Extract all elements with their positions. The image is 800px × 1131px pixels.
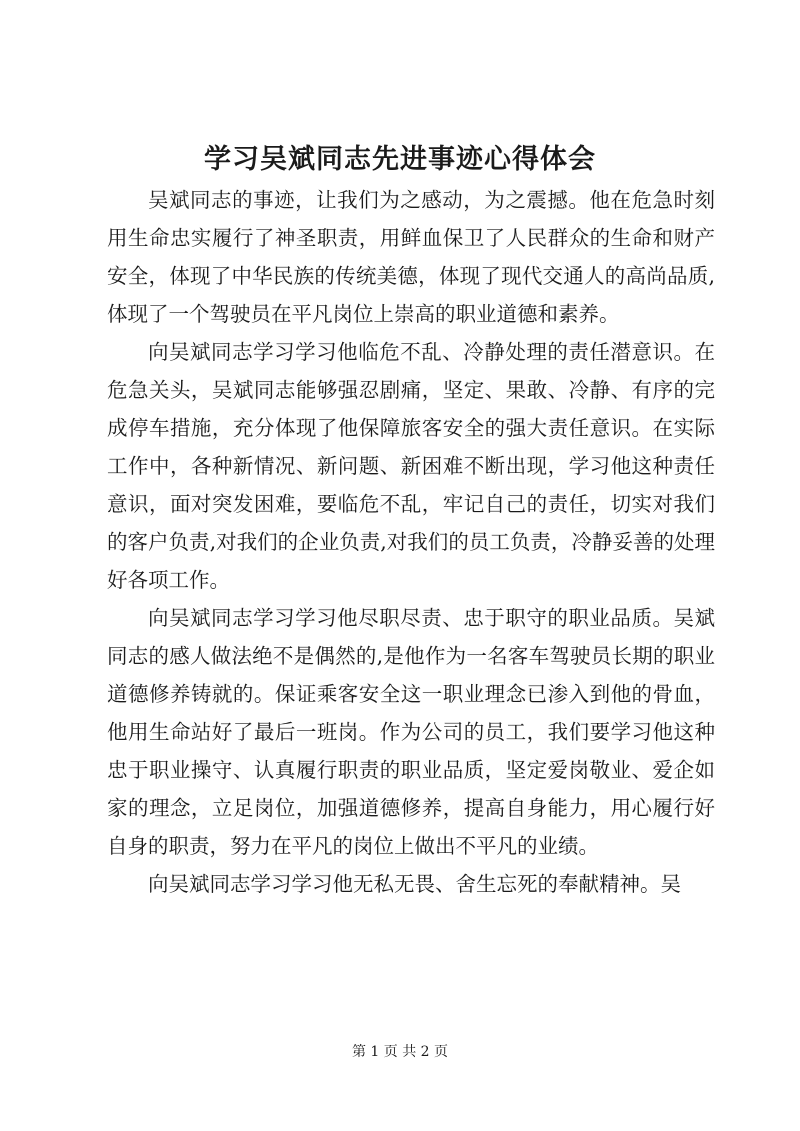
document-body — [107, 181, 715, 903]
paragraph-4: 向吴斌同志学习学习他无私无畏、舍生忘死的奉献精神。吴 — [148, 872, 681, 896]
paragraph-1: 吴斌同志的事迹，让我们为之感动，为之震撼。他在危急时刻用生命忠实履行了神圣职责，用鲜血保卫了人民群众的生命和财产安全，体现了中华民族的传统美德，体现了现代交通人的高尚品质,体现了一个驾驶员在平凡岗位上崇高的职业道德和素养。 — [107, 188, 715, 326]
paragraph-3: 向吴斌同志学习学习他尽职尽责、忠于职守的职业品质。吴斌同志的感人做法绝不是偶然的,是他作为一名客车驾驶员长期的职业道德修养铸就的。保证乘客安全这一职业理念已渗入到他的骨血，他用生命站好了最后一班岗。作为公司的员工，我们要学习他这种忠于职业操守、认真履行职责的职业品质，坚定爱岗敬业、爱企如家的理念，立足岗位，加强道德修养，提高自身能力，用心履行好自身的职责，努力在平凡的岗位上做出不平凡的业绩。 — [107, 606, 715, 858]
document-title: 学习吴斌同志先进事迹心得体会 — [204, 144, 596, 175]
page-number-footer: 第 1 页 共 2 页 — [351, 1044, 449, 1060]
paragraph-2: 向吴斌同志学习学习他临危不乱、冷静处理的责任潜意识。在危急关头，吴斌同志能够强忍剧痛，坚定、果敢、冷静、有序的完成停车措施，充分体现了他保障旅客安全的强大责任意识。在实际工作中，各种新情况、新问题、新困难不断出现，学习他这种责任意识，面对突发困难，要临危不乱，牢记自己的责任，切实对我们的客户负责,对我们的企业负责,对我们的员工负责，冷静妥善的处理好各项工作。 — [107, 340, 715, 592]
